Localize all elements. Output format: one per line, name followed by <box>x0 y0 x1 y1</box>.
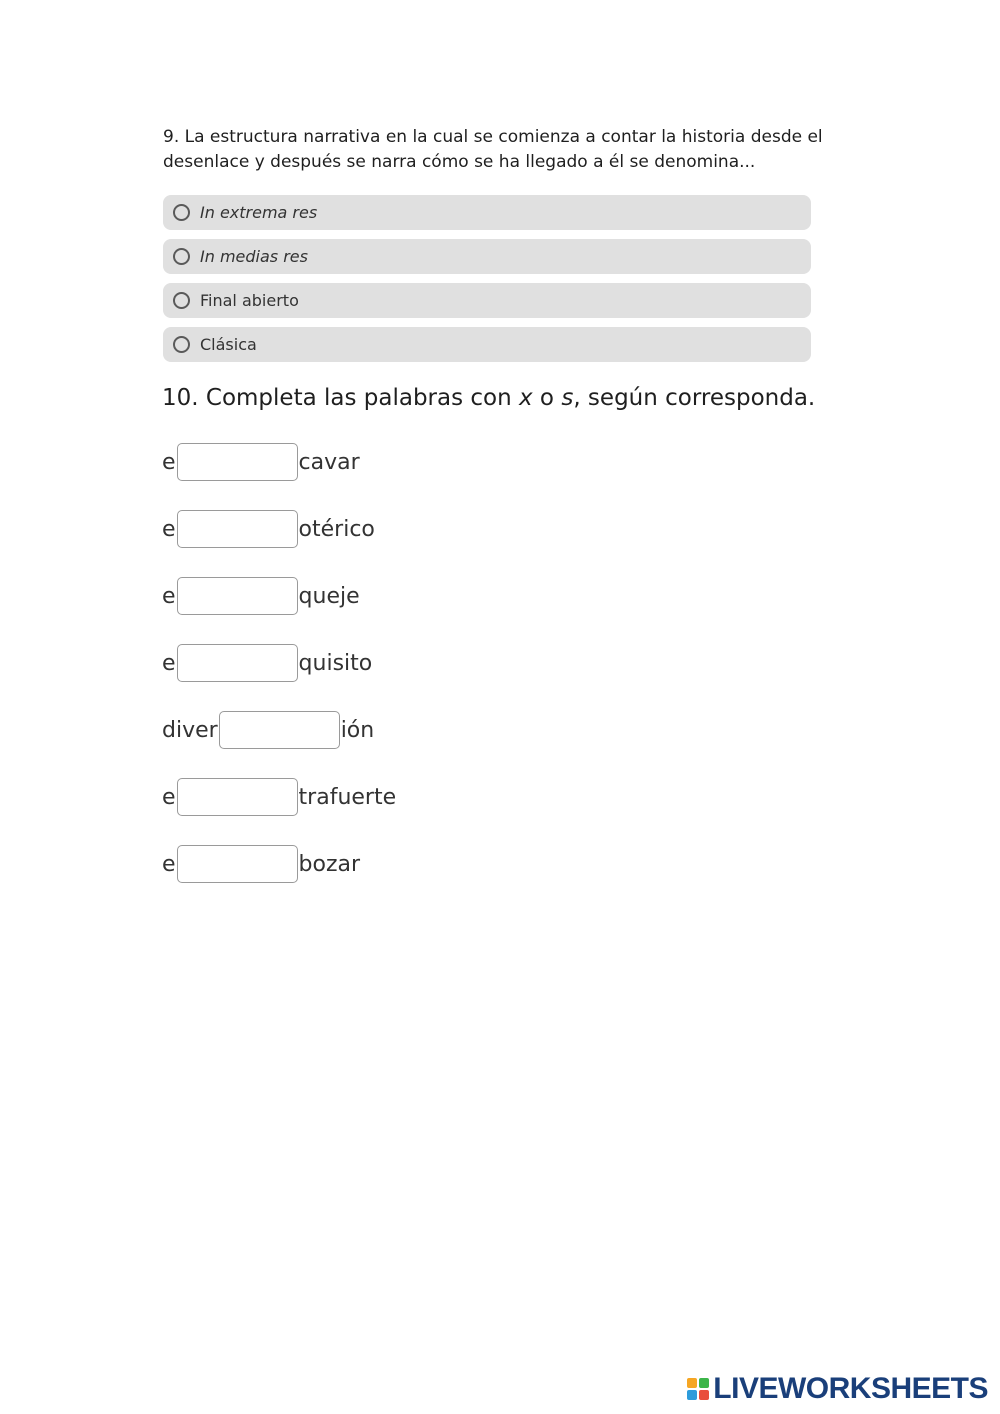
option-label: In extrema res <box>200 203 318 222</box>
word-row-queje <box>162 576 360 616</box>
word-suffix: otérico <box>298 516 375 542</box>
answer-blank[interactable] <box>177 644 298 682</box>
word-prefix: e <box>162 784 176 810</box>
answer-blank[interactable] <box>177 577 298 615</box>
option-in-extrema-res[interactable] <box>163 195 811 230</box>
word-suffix: queje <box>298 583 360 609</box>
option-label: Final abierto <box>200 291 299 310</box>
radio-button[interactable] <box>173 248 190 265</box>
answer-blank[interactable] <box>177 845 298 883</box>
title-letter-s: s <box>561 385 574 411</box>
title-mid: o <box>532 385 562 411</box>
word-row-cavar <box>162 442 360 482</box>
logo-text: LIVEWORKSHEETS <box>713 1372 988 1405</box>
logo-square <box>699 1378 709 1388</box>
word-suffix: bozar <box>298 851 361 877</box>
radio-button[interactable] <box>173 336 190 353</box>
option-in-medias-res[interactable] <box>163 239 811 274</box>
radio-button[interactable] <box>173 292 190 309</box>
word-prefix: diver <box>162 717 218 743</box>
logo-square <box>699 1390 709 1400</box>
option-label: In medias res <box>200 247 308 266</box>
question-9-text: 9. La estructura narrativa en la cual se comienza a contar la historia desde el desenlace y después se narra cómo se ha llegado a él se denomina... <box>163 127 823 172</box>
logo-grid-icon <box>687 1378 709 1400</box>
answer-blank[interactable] <box>177 443 298 481</box>
word-prefix: e <box>162 650 176 676</box>
option-clasica[interactable] <box>163 327 811 362</box>
word-prefix: e <box>162 583 176 609</box>
answer-blank[interactable] <box>177 778 298 816</box>
word-suffix: ión <box>340 717 375 743</box>
word-row-trafuerte <box>162 777 396 817</box>
word-row-bozar <box>162 844 360 884</box>
answer-blank[interactable] <box>177 510 298 548</box>
word-row-diversion <box>162 710 374 750</box>
title-letter-x: x <box>519 385 533 411</box>
title-prefix: 10. Completa las palabras con <box>162 385 519 411</box>
word-row-oterico <box>162 509 375 549</box>
word-suffix: trafuerte <box>298 784 397 810</box>
word-suffix: cavar <box>298 449 360 475</box>
radio-button[interactable] <box>173 204 190 221</box>
logo-square <box>687 1378 697 1388</box>
option-label: Clásica <box>200 335 257 354</box>
word-prefix: e <box>162 516 176 542</box>
option-final-abierto[interactable] <box>163 283 811 318</box>
word-row-quisito <box>162 643 372 683</box>
answer-blank[interactable] <box>219 711 340 749</box>
word-prefix: e <box>162 449 176 475</box>
logo-square <box>687 1390 697 1400</box>
question-10-title <box>162 382 815 414</box>
title-suffix: , según corresponda. <box>573 385 816 411</box>
liveworksheets-logo <box>687 1372 988 1406</box>
word-suffix: quisito <box>298 650 373 676</box>
word-prefix: e <box>162 851 176 877</box>
